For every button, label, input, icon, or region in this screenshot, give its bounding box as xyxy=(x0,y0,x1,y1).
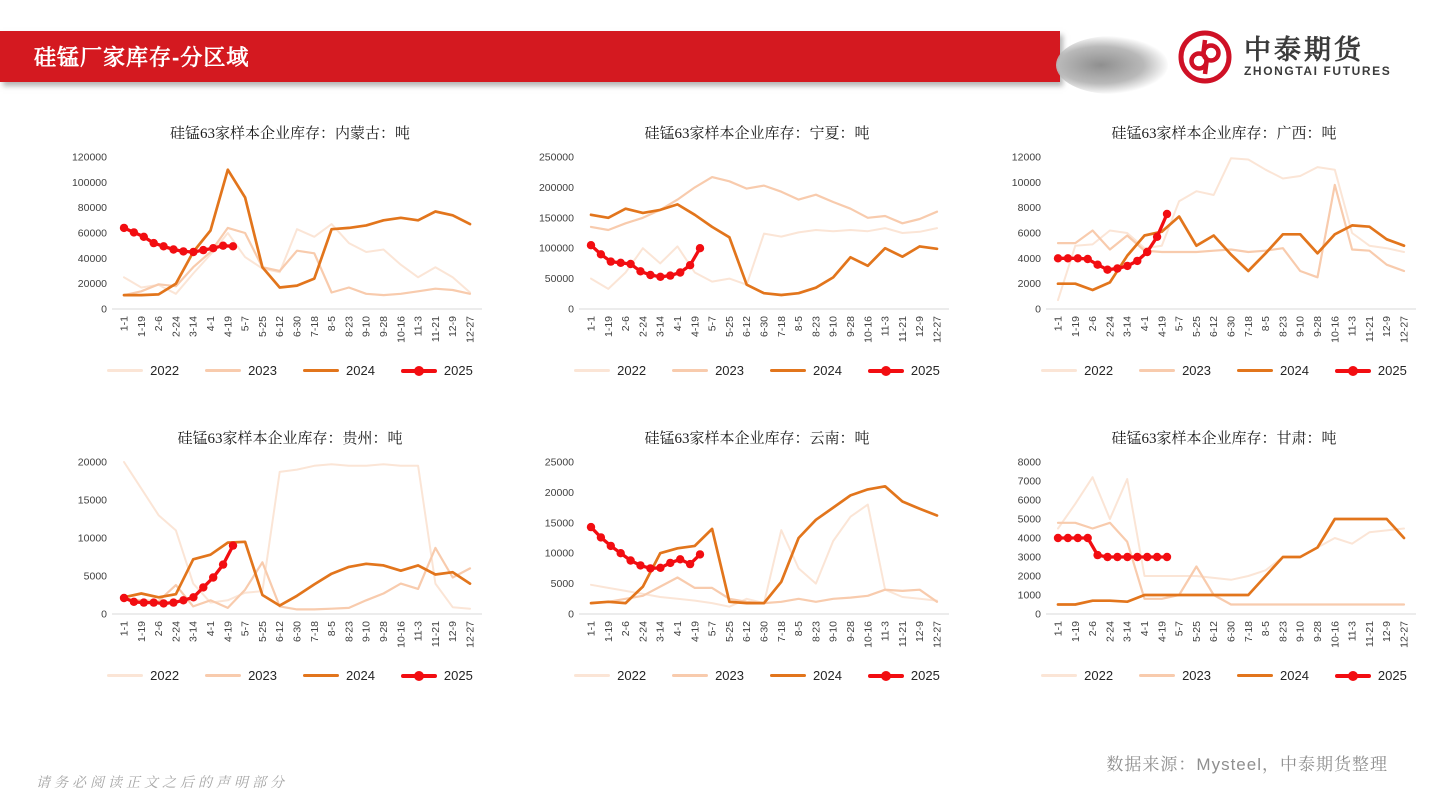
svg-text:100000: 100000 xyxy=(71,176,107,189)
svg-text:6-30: 6-30 xyxy=(1225,621,1238,643)
svg-text:6-30: 6-30 xyxy=(1225,316,1238,338)
svg-text:12-9: 12-9 xyxy=(1381,621,1394,643)
legend-swatch-2025 xyxy=(1335,674,1371,678)
svg-text:5-25: 5-25 xyxy=(1190,621,1203,643)
svg-text:1-19: 1-19 xyxy=(135,316,148,338)
legend-item-2023 xyxy=(1139,363,1211,378)
page-title: 硅锰厂家库存-分区域 xyxy=(34,45,250,70)
svg-text:1-19: 1-19 xyxy=(602,316,615,338)
svg-text:8-23: 8-23 xyxy=(810,621,823,643)
svg-text:5-25: 5-25 xyxy=(256,621,269,643)
svg-text:10000: 10000 xyxy=(544,547,574,560)
svg-text:12-27: 12-27 xyxy=(1398,621,1411,648)
svg-text:5-25: 5-25 xyxy=(256,316,269,338)
svg-text:8-23: 8-23 xyxy=(810,316,823,338)
svg-text:9-28: 9-28 xyxy=(378,621,390,643)
svg-text:5-25: 5-25 xyxy=(723,316,736,338)
svg-text:8-23: 8-23 xyxy=(1277,621,1290,643)
svg-text:3-14: 3-14 xyxy=(1121,621,1134,643)
svg-text:2-6: 2-6 xyxy=(620,316,633,332)
svg-text:2-6: 2-6 xyxy=(1087,621,1100,637)
svg-text:0: 0 xyxy=(101,303,107,316)
svg-text:6-30: 6-30 xyxy=(758,316,771,338)
legend-item-2025 xyxy=(868,363,940,378)
svg-text:200000: 200000 xyxy=(538,181,574,194)
svg-text:8-5: 8-5 xyxy=(326,621,339,637)
chart-guangxi xyxy=(984,118,1424,378)
svg-text:7-18: 7-18 xyxy=(1242,316,1255,338)
svg-text:6-30: 6-30 xyxy=(291,621,304,643)
legend-label: 2025 xyxy=(1377,363,1407,378)
svg-text:2-24: 2-24 xyxy=(1104,316,1117,338)
legend-item-2024 xyxy=(303,668,375,683)
legend-item-2025 xyxy=(1335,668,1407,683)
svg-text:4-1: 4-1 xyxy=(205,316,217,332)
svg-text:4-1: 4-1 xyxy=(205,621,217,637)
legend-marker-dot xyxy=(1348,671,1358,681)
chart-ningxia-plot xyxy=(517,145,957,361)
svg-text:10-16: 10-16 xyxy=(862,316,875,343)
svg-text:1-1: 1-1 xyxy=(118,316,131,332)
svg-text:2-24: 2-24 xyxy=(170,621,183,643)
legend-swatch-2023 xyxy=(205,674,241,677)
svg-text:4000: 4000 xyxy=(1017,252,1041,265)
svg-text:6-30: 6-30 xyxy=(291,316,304,338)
legend-swatch-2024 xyxy=(770,674,806,677)
svg-text:4-19: 4-19 xyxy=(222,316,235,338)
svg-text:6-30: 6-30 xyxy=(758,621,771,643)
svg-text:12-27: 12-27 xyxy=(931,621,944,648)
svg-text:10-16: 10-16 xyxy=(395,621,408,648)
svg-text:9-28: 9-28 xyxy=(1312,621,1324,643)
chart-grid xyxy=(50,118,1424,683)
legend-label: 2022 xyxy=(150,363,180,378)
legend-swatch-2024 xyxy=(1237,369,1273,372)
svg-text:8-23: 8-23 xyxy=(343,621,356,643)
svg-text:11-21: 11-21 xyxy=(429,621,442,648)
svg-text:3000: 3000 xyxy=(1017,551,1041,564)
legend-item-2024 xyxy=(770,363,842,378)
legend-label: 2024 xyxy=(1280,668,1309,683)
legend-swatch-2025 xyxy=(401,369,437,373)
chart-legend xyxy=(1041,363,1407,378)
chart-gansu-plot xyxy=(984,450,1424,666)
legend-label: 2023 xyxy=(1182,363,1211,378)
svg-text:8-23: 8-23 xyxy=(1277,316,1290,338)
svg-text:9-28: 9-28 xyxy=(845,621,857,643)
legend-swatch-2022 xyxy=(574,674,610,677)
chart-title: 硅锰63家样本企业库存：广西：吨 xyxy=(1111,126,1337,142)
legend-label: 2022 xyxy=(1084,668,1114,683)
legend-item-2022 xyxy=(107,363,179,378)
legend-label: 2022 xyxy=(1084,363,1114,378)
svg-text:6-12: 6-12 xyxy=(274,621,287,643)
svg-text:10-16: 10-16 xyxy=(862,621,875,648)
svg-text:6-12: 6-12 xyxy=(741,316,754,338)
svg-text:5-7: 5-7 xyxy=(239,621,252,637)
chart-guangxi-plot xyxy=(984,145,1424,361)
chart-legend xyxy=(1041,668,1407,683)
logo-text-en: ZHONGTAI FUTURES xyxy=(1244,64,1392,79)
svg-text:9-10: 9-10 xyxy=(827,316,840,338)
legend-swatch-2023 xyxy=(672,674,708,677)
svg-text:2-24: 2-24 xyxy=(170,316,183,338)
chart-inner-mongolia-plot xyxy=(50,145,490,361)
legend-swatch-2024 xyxy=(303,369,339,372)
svg-text:10-16: 10-16 xyxy=(1329,316,1342,343)
svg-text:3-14: 3-14 xyxy=(1121,316,1134,338)
svg-text:150000: 150000 xyxy=(538,212,574,225)
chart-title: 硅锰63家样本企业库存：贵州：吨 xyxy=(177,431,403,447)
legend-swatch-2023 xyxy=(672,369,708,372)
svg-text:5-7: 5-7 xyxy=(706,621,719,637)
svg-text:1-19: 1-19 xyxy=(1069,316,1082,338)
svg-text:8000: 8000 xyxy=(1017,456,1041,469)
svg-text:7-18: 7-18 xyxy=(308,621,321,643)
legend-swatch-2025 xyxy=(1335,369,1371,373)
svg-text:5-7: 5-7 xyxy=(1173,621,1186,637)
svg-text:1000: 1000 xyxy=(1017,589,1041,602)
legend-item-2024 xyxy=(770,668,842,683)
svg-text:2000: 2000 xyxy=(1017,278,1041,291)
svg-text:40000: 40000 xyxy=(77,252,107,265)
svg-text:7-18: 7-18 xyxy=(775,316,788,338)
svg-text:6-12: 6-12 xyxy=(741,621,754,643)
svg-text:4000: 4000 xyxy=(1017,532,1041,545)
legend-label: 2023 xyxy=(248,363,277,378)
chart-ningxia xyxy=(517,118,957,378)
svg-text:4-1: 4-1 xyxy=(1139,621,1151,637)
svg-text:5-7: 5-7 xyxy=(706,316,719,332)
legend-label: 2025 xyxy=(910,668,940,683)
legend-item-2022 xyxy=(1041,668,1113,683)
legend-label: 2024 xyxy=(346,668,375,683)
svg-text:9-10: 9-10 xyxy=(1294,621,1307,643)
legend-swatch-2022 xyxy=(107,369,143,372)
svg-text:5-25: 5-25 xyxy=(723,621,736,643)
svg-text:11-21: 11-21 xyxy=(429,316,442,343)
chart-guizhou xyxy=(50,423,490,683)
svg-text:0: 0 xyxy=(568,608,574,621)
legend-label: 2024 xyxy=(813,668,842,683)
legend-swatch-2025 xyxy=(401,674,437,678)
legend-label: 2025 xyxy=(443,363,473,378)
legend-swatch-2025 xyxy=(868,674,904,678)
svg-text:5-25: 5-25 xyxy=(1190,316,1203,338)
svg-text:9-10: 9-10 xyxy=(1294,316,1307,338)
svg-text:120000: 120000 xyxy=(71,151,107,164)
legend-item-2022 xyxy=(574,363,646,378)
chart-inner-mongolia xyxy=(50,118,490,378)
svg-text:2-6: 2-6 xyxy=(1087,316,1100,332)
legend-label: 2023 xyxy=(1182,668,1211,683)
legend-item-2025 xyxy=(401,363,473,378)
svg-text:1-1: 1-1 xyxy=(585,316,598,332)
svg-text:11-21: 11-21 xyxy=(1363,621,1376,648)
legend-label: 2025 xyxy=(910,363,940,378)
logo-text-cn: 中泰期货 xyxy=(1244,34,1364,65)
legend-label: 2022 xyxy=(617,668,647,683)
svg-text:3-14: 3-14 xyxy=(187,316,200,338)
chart-yunnan xyxy=(517,423,957,683)
data-source-text: 数据来源：Mysteel，中泰期货整理 xyxy=(1106,755,1388,774)
svg-text:10-16: 10-16 xyxy=(395,316,408,343)
legend-marker-dot xyxy=(881,366,891,376)
legend-item-2025 xyxy=(401,668,473,683)
svg-text:10000: 10000 xyxy=(1011,176,1041,189)
legend-item-2023 xyxy=(205,363,277,378)
svg-text:2-6: 2-6 xyxy=(620,621,633,637)
svg-text:80000: 80000 xyxy=(77,202,107,215)
legend-item-2023 xyxy=(205,668,277,683)
legend-label: 2023 xyxy=(248,668,277,683)
legend-item-2025 xyxy=(868,668,940,683)
svg-text:11-21: 11-21 xyxy=(1363,316,1376,343)
legend-label: 2022 xyxy=(617,363,647,378)
svg-text:11-21: 11-21 xyxy=(896,621,909,648)
svg-text:8-5: 8-5 xyxy=(1260,621,1273,637)
svg-text:1-19: 1-19 xyxy=(1069,621,1082,643)
legend-swatch-2022 xyxy=(574,369,610,372)
legend-swatch-2022 xyxy=(107,674,143,677)
svg-text:6000: 6000 xyxy=(1017,227,1041,240)
chart-legend xyxy=(574,668,940,683)
svg-text:4-19: 4-19 xyxy=(689,316,702,338)
legend-swatch-2023 xyxy=(1139,369,1175,372)
legend-item-2024 xyxy=(1237,363,1309,378)
svg-text:12-9: 12-9 xyxy=(914,316,927,338)
svg-text:15000: 15000 xyxy=(77,494,107,507)
svg-text:1-1: 1-1 xyxy=(1052,316,1065,332)
svg-text:25000: 25000 xyxy=(544,456,574,469)
legend-item-2023 xyxy=(1139,668,1211,683)
svg-text:1-1: 1-1 xyxy=(1052,621,1065,637)
svg-text:20000: 20000 xyxy=(77,278,107,291)
svg-text:5-7: 5-7 xyxy=(1173,316,1186,332)
header-shadow-blob xyxy=(1056,36,1168,94)
legend-marker-dot xyxy=(414,671,424,681)
legend-marker-dot xyxy=(1348,366,1358,376)
legend-swatch-2022 xyxy=(1041,369,1077,372)
svg-text:5000: 5000 xyxy=(1017,513,1041,526)
svg-text:15000: 15000 xyxy=(544,517,574,530)
svg-text:5000: 5000 xyxy=(550,578,574,591)
svg-text:2-24: 2-24 xyxy=(637,621,650,643)
legend-label: 2024 xyxy=(1280,363,1309,378)
svg-text:11-3: 11-3 xyxy=(1346,316,1359,337)
svg-text:2-24: 2-24 xyxy=(1104,621,1117,643)
legend-item-2022 xyxy=(574,668,646,683)
svg-text:4-19: 4-19 xyxy=(1156,316,1169,338)
legend-swatch-2022 xyxy=(1041,674,1077,677)
zhongtai-logo xyxy=(1170,26,1397,88)
svg-text:12-9: 12-9 xyxy=(1381,316,1394,338)
svg-text:1-19: 1-19 xyxy=(135,621,148,643)
svg-text:7-18: 7-18 xyxy=(1242,621,1255,643)
svg-text:2-6: 2-6 xyxy=(153,621,166,637)
svg-text:7000: 7000 xyxy=(1017,475,1041,488)
legend-swatch-2023 xyxy=(1139,674,1175,677)
svg-text:3-14: 3-14 xyxy=(654,621,667,643)
svg-text:0: 0 xyxy=(1035,303,1041,316)
svg-text:0: 0 xyxy=(101,608,107,621)
svg-text:12-9: 12-9 xyxy=(447,316,460,338)
legend-label: 2024 xyxy=(813,363,842,378)
legend-item-2024 xyxy=(303,363,375,378)
svg-text:12-27: 12-27 xyxy=(464,316,477,343)
svg-text:2-6: 2-6 xyxy=(153,316,166,332)
legend-marker-dot xyxy=(881,671,891,681)
svg-text:11-3: 11-3 xyxy=(412,621,425,642)
legend-marker-dot xyxy=(414,366,424,376)
svg-text:10-16: 10-16 xyxy=(1329,621,1342,648)
svg-text:6-12: 6-12 xyxy=(274,316,287,338)
legend-label: 2023 xyxy=(715,668,744,683)
legend-item-2023 xyxy=(672,363,744,378)
svg-text:11-3: 11-3 xyxy=(879,316,892,337)
chart-title: 硅锰63家样本企业库存：甘肃：吨 xyxy=(1111,431,1337,447)
legend-item-2022 xyxy=(1041,363,1113,378)
legend-item-2024 xyxy=(1237,668,1309,683)
svg-text:250000: 250000 xyxy=(538,151,574,164)
svg-text:7-18: 7-18 xyxy=(308,316,321,338)
svg-text:8000: 8000 xyxy=(1017,202,1041,215)
legend-swatch-2024 xyxy=(303,674,339,677)
legend-item-2023 xyxy=(672,668,744,683)
svg-text:11-3: 11-3 xyxy=(879,621,892,642)
svg-text:4-19: 4-19 xyxy=(689,621,702,643)
svg-text:8-5: 8-5 xyxy=(326,316,339,332)
svg-text:4-19: 4-19 xyxy=(222,621,235,643)
legend-label: 2025 xyxy=(443,668,473,683)
legend-label: 2025 xyxy=(1377,668,1407,683)
svg-text:9-10: 9-10 xyxy=(827,621,840,643)
svg-text:6000: 6000 xyxy=(1017,494,1041,507)
svg-text:5-7: 5-7 xyxy=(239,316,252,332)
legend-swatch-2024 xyxy=(1237,674,1273,677)
logo-text xyxy=(1244,36,1391,78)
legend-item-2022 xyxy=(107,668,179,683)
svg-text:4-1: 4-1 xyxy=(672,316,684,332)
chart-legend xyxy=(107,668,473,683)
svg-text:8-5: 8-5 xyxy=(793,621,806,637)
svg-text:10000: 10000 xyxy=(77,532,107,545)
svg-text:7-18: 7-18 xyxy=(775,621,788,643)
svg-text:11-3: 11-3 xyxy=(412,316,425,337)
svg-text:12-9: 12-9 xyxy=(914,621,927,643)
legend-swatch-2023 xyxy=(205,369,241,372)
chart-gansu xyxy=(984,423,1424,683)
svg-text:11-21: 11-21 xyxy=(896,316,909,343)
legend-swatch-2025 xyxy=(868,369,904,373)
svg-text:6-12: 6-12 xyxy=(1208,316,1221,338)
legend-item-2025 xyxy=(1335,363,1407,378)
svg-text:4-1: 4-1 xyxy=(1139,316,1151,332)
legend-label: 2022 xyxy=(150,668,180,683)
svg-text:11-3: 11-3 xyxy=(1346,621,1359,642)
chart-guizhou-plot xyxy=(50,450,490,666)
zhongtai-logo-icon xyxy=(1176,28,1234,86)
svg-text:6-12: 6-12 xyxy=(1208,621,1221,643)
svg-text:4-19: 4-19 xyxy=(1156,621,1169,643)
svg-text:50000: 50000 xyxy=(544,273,574,286)
svg-text:9-10: 9-10 xyxy=(360,316,373,338)
svg-text:2000: 2000 xyxy=(1017,570,1041,583)
svg-text:8-23: 8-23 xyxy=(343,316,356,338)
svg-text:4-1: 4-1 xyxy=(672,621,684,637)
chart-title: 硅锰63家样本企业库存：宁夏：吨 xyxy=(644,126,870,142)
disclaimer-text: 请务必阅读正文之后的声明部分 xyxy=(36,776,288,791)
svg-text:12-27: 12-27 xyxy=(1398,316,1411,343)
svg-text:3-14: 3-14 xyxy=(654,316,667,338)
svg-text:12-27: 12-27 xyxy=(931,316,944,343)
svg-text:1-19: 1-19 xyxy=(602,621,615,643)
svg-text:12000: 12000 xyxy=(1011,151,1041,164)
chart-yunnan-plot xyxy=(517,450,957,666)
chart-title: 硅锰63家样本企业库存：云南：吨 xyxy=(644,431,870,447)
svg-text:100000: 100000 xyxy=(538,242,574,255)
svg-text:2-24: 2-24 xyxy=(637,316,650,338)
svg-text:8-5: 8-5 xyxy=(793,316,806,332)
svg-text:3-14: 3-14 xyxy=(187,621,200,643)
svg-text:1-1: 1-1 xyxy=(585,621,598,637)
chart-title: 硅锰63家样本企业库存：内蒙古：吨 xyxy=(169,126,410,142)
svg-text:8-5: 8-5 xyxy=(1260,316,1273,332)
svg-text:9-28: 9-28 xyxy=(378,316,390,338)
svg-text:20000: 20000 xyxy=(77,456,107,469)
svg-text:12-9: 12-9 xyxy=(447,621,460,643)
chart-legend xyxy=(574,363,940,378)
header-bar xyxy=(0,31,1060,82)
svg-text:9-28: 9-28 xyxy=(1312,316,1324,338)
svg-text:9-28: 9-28 xyxy=(845,316,857,338)
svg-text:0: 0 xyxy=(1035,608,1041,621)
legend-swatch-2024 xyxy=(770,369,806,372)
svg-text:5000: 5000 xyxy=(83,570,107,583)
svg-text:12-27: 12-27 xyxy=(464,621,477,648)
chart-legend xyxy=(107,363,473,378)
svg-text:1-1: 1-1 xyxy=(118,621,131,637)
legend-label: 2024 xyxy=(346,363,375,378)
svg-text:0: 0 xyxy=(568,303,574,316)
legend-label: 2023 xyxy=(715,363,744,378)
svg-text:20000: 20000 xyxy=(544,486,574,499)
svg-text:60000: 60000 xyxy=(77,227,107,240)
svg-text:9-10: 9-10 xyxy=(360,621,373,643)
